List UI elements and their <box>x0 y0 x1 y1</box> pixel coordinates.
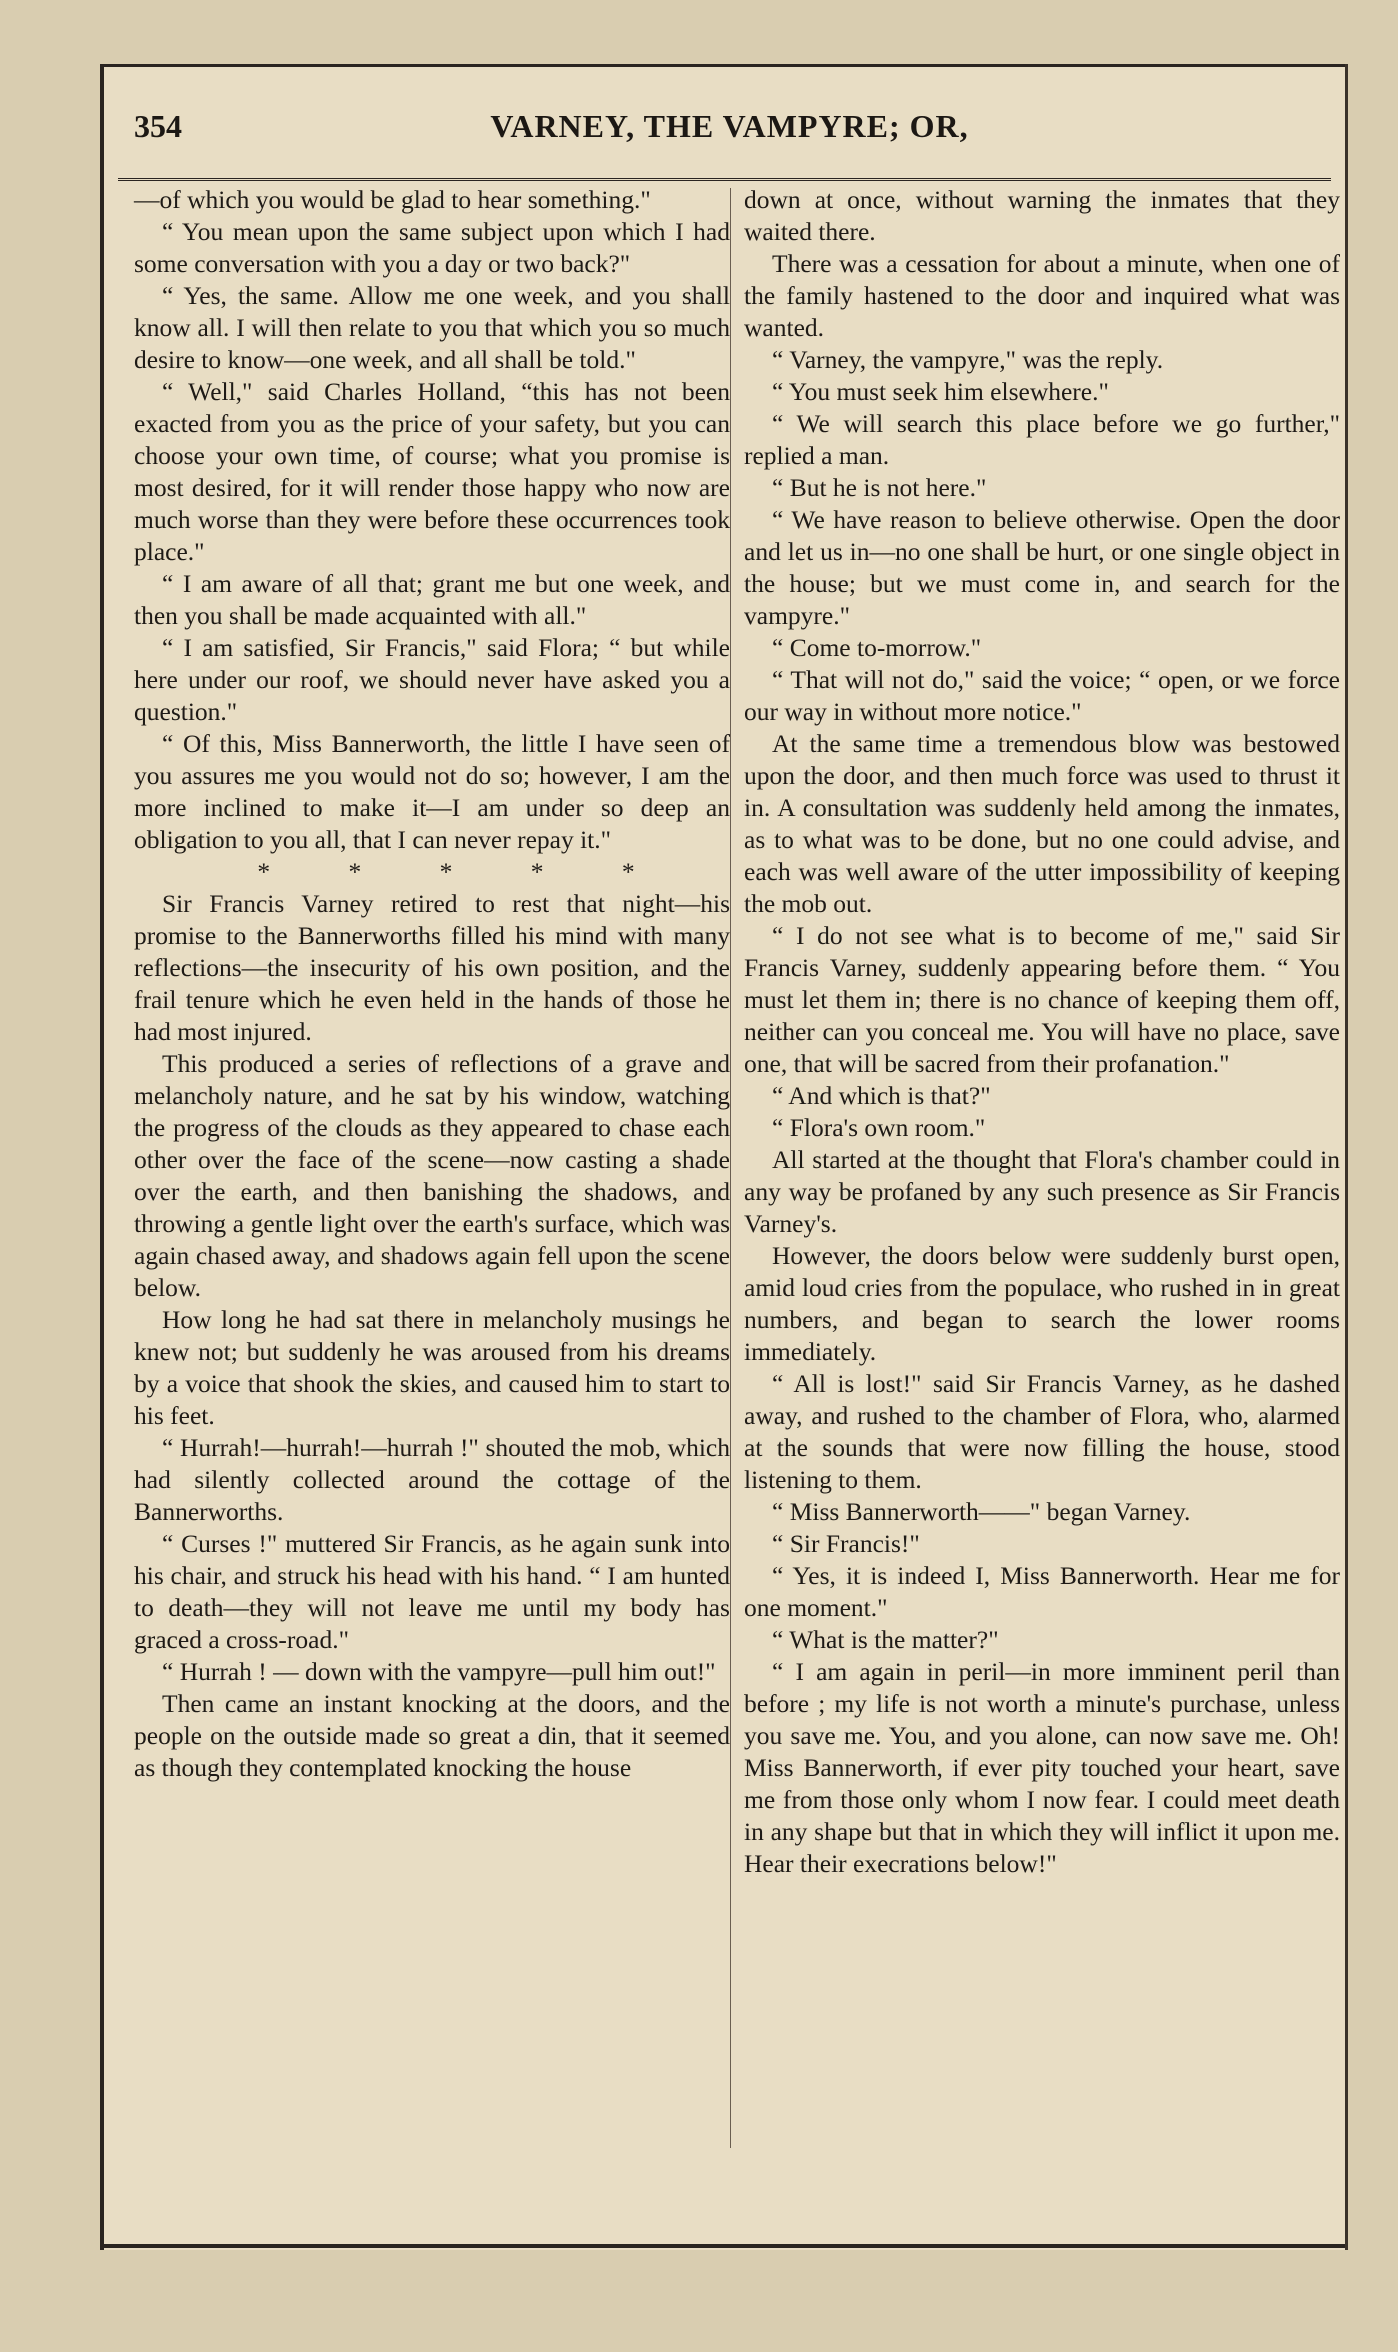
paragraph: All started at the thought that Flora's chamber could in any way be profaned by any such presence as Sir Francis Varney's. <box>744 1145 1340 1238</box>
paragraph: “ I am aware of all that; grant me but one week, and then you shall be made acquainted with all." <box>134 569 730 630</box>
paragraph: “ Sir Francis!" <box>772 1529 920 1558</box>
top-border-rule <box>104 64 1345 67</box>
paragraph: “ Miss Bannerworth——" began Varney. <box>772 1497 1191 1526</box>
paragraph: “ Yes, the same. Allow me one week, and you shall know all. I will then relate to you that which you so much desire to know—one week, and all shall be told." <box>134 281 730 374</box>
paragraph: “ All is lost!" said Sir Francis Varney, as he dashed away, and rushed to the chamber of Flora, who, alarmed at the sounds that were now filling the house, stood listening to them. <box>744 1369 1340 1494</box>
paragraph: “ Hurrah!—hurrah!—hurrah !" shouted the mob, which had silently collected around the cottage of the Bannerworths. <box>134 1433 730 1526</box>
paragraph: At the same time a tremendous blow was bestowed upon the door, and then much force was used to thrust it in. A consultation was suddenly held among the inmates, as to what was to be done, but no one could advise, and each was well aware of the utter impossibility of keeping the mob out. <box>744 729 1340 918</box>
paragraph: “ Of this, Miss Bannerworth, the little I have seen of you assures me you would not do so; however, I am the more inclined to make it—I am under so deep an obligation to you all, that I can never repay it." <box>134 729 730 854</box>
book-page <box>100 64 1348 2250</box>
right-text-column <box>744 184 1340 1880</box>
paragraph: This produced a series of reflections of a grave and melancholy nature, and he sat by his window, watching the progress of the clouds as they appeared to chase each other over the face of the scene—now casting a shade over the earth, and then banishing the shadows, and throwing a gentle light over the earth's surface, which was again chased away, and shadows again fell upon the scene below. <box>134 1049 730 1302</box>
paragraph: “ Flora's own room." <box>772 1113 986 1142</box>
paragraph: “ Hurrah ! — down with the vampyre—pull him out!" <box>162 1657 716 1686</box>
paragraph: “ And which is that?" <box>772 1081 991 1110</box>
paragraph: —of which you would be glad to hear something." <box>134 185 651 214</box>
paragraph: Sir Francis Varney retired to rest that night—his promise to the Bannerworths filled his mind with many reflections—the insecurity of his own position, and the frail tenure which he even held in the hands of those he had most injured. <box>134 889 730 1046</box>
paragraph: “ Come to-morrow." <box>772 633 982 662</box>
paragraph: “ You must seek him elsewhere." <box>772 377 1109 406</box>
paragraph: Then came an instant knocking at the doors, and the people on the outside made so great a din, that it seemed as though they contemplated knocking the house <box>134 1689 730 1782</box>
paragraph: “ You mean upon the same subject upon which I had some conversation with you a day or two back?" <box>134 217 730 278</box>
page-number: 354 <box>134 108 182 144</box>
paragraph: “ We have reason to believe otherwise. Open the door and let us in—no one shall be hurt, or one single object in the house; but we must come in, and search for the vampyre." <box>744 505 1340 630</box>
paragraph: down at once, without warning the inmates that they waited there. <box>744 185 1340 246</box>
paragraph: “ I am satisfied, Sir Francis," said Flora; “ but while here under our roof, we should never have asked you a question." <box>134 633 730 726</box>
bottom-border-rule <box>104 2244 1345 2248</box>
paragraph: “ Curses !" muttered Sir Francis, as he again sunk into his chair, and struck his head with his hand. “ I am hunted to death—they will not leave me until my body has graced a cross-road." <box>134 1529 730 1654</box>
paragraph: “ What is the matter?" <box>772 1625 999 1654</box>
page-header <box>134 108 1325 168</box>
left-text-column <box>134 184 730 1784</box>
running-title: VARNEY, THE VAMPYRE; OR, <box>490 108 969 144</box>
paragraph: “ Varney, the vampyre," was the reply. <box>772 345 1164 374</box>
paragraph: “ Well," said Charles Holland, “this has not been exacted from you as the price of your safety, but you can choose your own time, of course; what you promise is most desired, for it will render those happy who now are much worse than they were before these occurrences took place." <box>134 377 730 566</box>
asterism-break: * * * * * <box>257 857 635 886</box>
paragraph: “ Yes, it is indeed I, Miss Bannerworth. Hear me for one moment." <box>744 1561 1340 1622</box>
paragraph: How long he had sat there in melancholy musings he knew not; but suddenly he was aroused from his dreams by a voice that shook the skies, and caused him to start to his feet. <box>134 1305 730 1430</box>
column-divider <box>730 188 731 2148</box>
paragraph: “ I do not see what is to become of me," said Sir Francis Varney, suddenly appearing before them. “ You must let them in; there is no chance of keeping them off, neither can you conceal me. You will have no place, save one, that will be sacred from their profanation." <box>744 921 1340 1078</box>
paragraph: “ That will not do," said the voice; “ open, or we force our way in without more notice." <box>744 665 1340 726</box>
paragraph: “ But he is not here." <box>772 473 987 502</box>
paragraph: There was a cessation for about a minute, when one of the family hastened to the door and inquired what was wanted. <box>744 249 1340 342</box>
paragraph: “ We will search this place before we go further," replied a man. <box>744 409 1340 470</box>
paragraph: However, the doors below were suddenly burst open, amid loud cries from the populace, who rushed in in great numbers, and began to search the lower rooms immediately. <box>744 1241 1340 1366</box>
paragraph: “ I am again in peril—in more imminent peril than before ; my life is not worth a minute's purchase, unless you save me. You, and you alone, can now save me. Oh! Miss Bannerworth, if ever pity touched your heart, save me from those only whom I now fear. I could meet death in any shape but that in which they will inflict it upon me. Hear their execrations below!" <box>744 1657 1340 1878</box>
